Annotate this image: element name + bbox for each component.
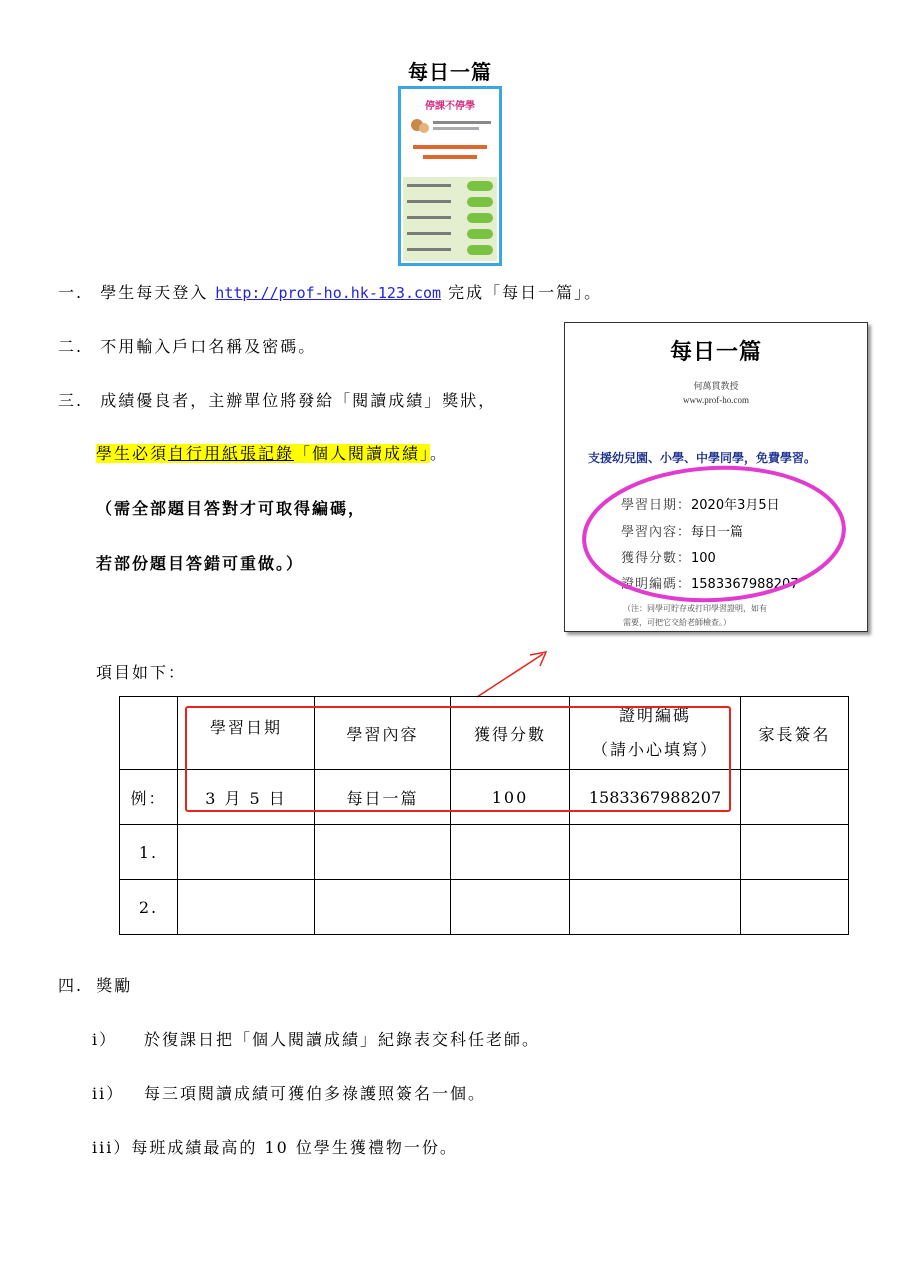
table-cell[interactable] — [315, 825, 451, 880]
table-cell[interactable] — [741, 770, 849, 825]
table-cell: 1. — [120, 825, 178, 880]
reward-item-text: 每三項閱讀成績可獲伯多祿護照簽名一個。 — [144, 1084, 487, 1103]
rewards-heading — [58, 973, 132, 996]
item-3-number: 三. — [58, 391, 84, 410]
item-2-text: 不用輸入戶口名稱及密碼。 — [100, 337, 317, 356]
table-header-cell: 家長簽名 — [741, 697, 849, 770]
rewards-heading-number: 四. — [58, 976, 84, 995]
table-cell: 每日一篇 — [315, 770, 451, 825]
certificate-value: 2020年3月5日 — [691, 498, 780, 513]
note-line-1: （需全部題目答對才可取得編碼， — [96, 499, 367, 518]
certificate-value: 每日一篇 — [691, 525, 744, 540]
highlight-text-2: 自行用紙張記錄 — [168, 444, 295, 463]
reward-item — [92, 1081, 486, 1104]
item-2-number: 二. — [58, 337, 84, 356]
table-cell: 3 月 5 日 — [178, 770, 315, 825]
item-1-text: 學生每天登入 — [100, 283, 209, 302]
example-highlight-box — [185, 706, 731, 812]
certificate-slogan: 支援幼兒園、小學、中學同學，免費學習。 — [588, 451, 817, 465]
certificate-note-1: （注：同學可貯存或打印學習證明，如有 — [623, 604, 767, 613]
table-header-main: 證明編碼 — [618, 706, 691, 725]
page-title: 每日一篇 — [408, 60, 492, 84]
certificate-label: 學習內容： — [621, 525, 692, 540]
table-cell[interactable] — [178, 825, 315, 880]
table-cell: 2. — [120, 880, 178, 935]
certificate-site: www.prof-ho.com — [683, 395, 749, 405]
highlight-text-1: 學生必須 — [96, 444, 169, 463]
table-header-sub: （請小心填寫） — [591, 740, 718, 759]
certificate-title: 每日一篇 — [669, 340, 762, 365]
site-link[interactable]: http://prof-ho.hk-123.com — [215, 284, 442, 302]
table-cell[interactable] — [741, 880, 849, 935]
arrow-head-icon — [530, 652, 546, 666]
certificate-value: 1583367988207 — [691, 577, 799, 592]
phone-title: 停課不停學 — [425, 101, 475, 112]
certificate-value: 100 — [691, 551, 716, 566]
item-1-number: 一. — [58, 283, 84, 302]
reward-item-number: iii） — [92, 1138, 132, 1157]
table-header-cell: 學習內容 — [315, 697, 451, 770]
reward-item-number: ii） — [92, 1084, 125, 1103]
certificate-label: 學習日期： — [621, 498, 692, 513]
note-line-2: 若部份題目答錯可重做。） — [96, 554, 305, 573]
table-cell: 例： — [120, 770, 178, 825]
table-row — [120, 880, 849, 935]
certificate-label: 證明編碼： — [621, 577, 692, 592]
table-cell[interactable] — [451, 880, 570, 935]
table-row — [120, 825, 849, 880]
table-cell[interactable] — [741, 825, 849, 880]
arrow-line — [477, 654, 543, 697]
item-1-text-after: 完成「每日一篇」。 — [448, 283, 603, 302]
table-header-cell: 學習日期 — [178, 697, 315, 770]
reward-item-number: i） — [92, 1030, 118, 1049]
reward-item-text: 每班成績最高的 10 位學生獲禮物一份。 — [131, 1138, 458, 1157]
rewards-heading-text: 獎勵 — [96, 976, 133, 995]
table-cell[interactable] — [570, 880, 741, 935]
reward-item-text: 於復課日把「個人閱讀成績」紀錄表交科任老師。 — [144, 1030, 541, 1049]
table-cell: 100 — [451, 770, 570, 825]
highlight-circle — [581, 461, 848, 606]
highlight-text-4: 。 — [430, 444, 449, 463]
table-header-cell: 獲得分數 — [451, 697, 570, 770]
table-cell[interactable] — [178, 880, 315, 935]
certificate-note-2: 需要，可把它交給老師檢查。） — [623, 618, 731, 627]
table-cell[interactable] — [315, 880, 451, 935]
table-header-cell — [120, 697, 178, 770]
highlight-text-3: 「個人閱讀成績」 — [294, 444, 431, 463]
item-3-text: 成績優良者，主辦單位將發給「閱讀成績」獎狀， — [100, 391, 497, 410]
table-cell[interactable] — [570, 825, 741, 880]
reward-item — [92, 1135, 458, 1158]
certificate-label: 獲得分數： — [621, 551, 692, 566]
table-cell[interactable] — [451, 825, 570, 880]
list-heading: 項目如下： — [96, 663, 187, 682]
table-cell: 1583367988207 — [570, 770, 741, 825]
reward-item — [92, 1027, 540, 1050]
certificate-author: 何萬貫教授 — [693, 382, 739, 392]
